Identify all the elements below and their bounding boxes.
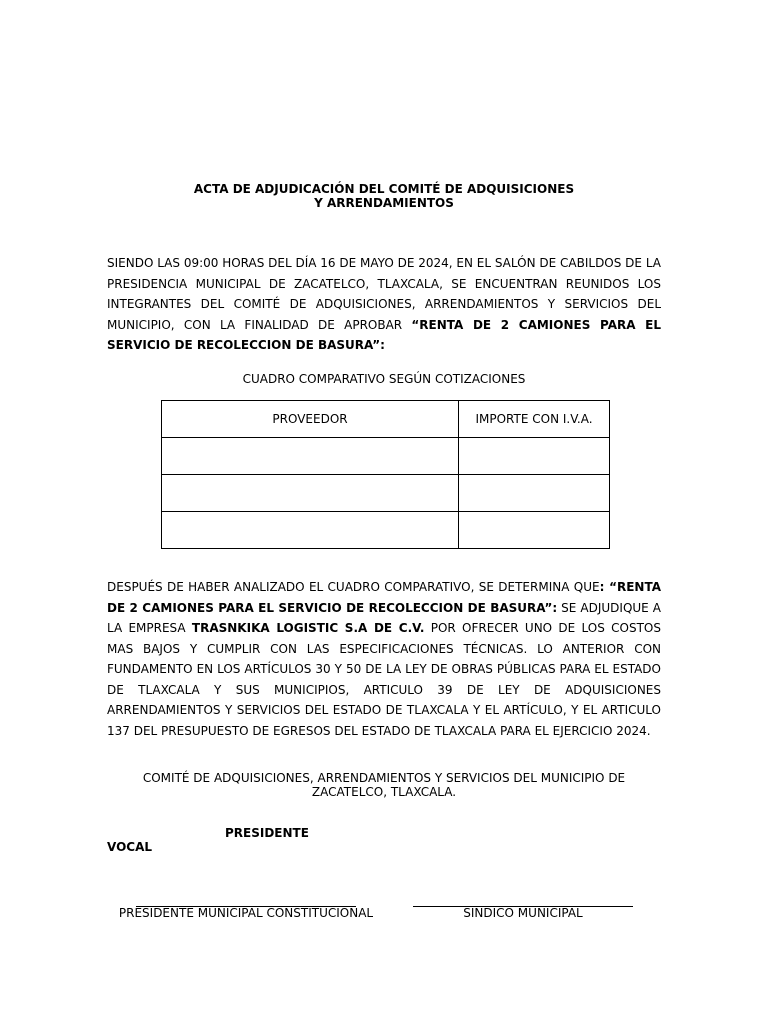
analysis-text-2: SE ADJUDIQUE A LA EMPRESA (107, 600, 661, 635)
intro-paragraph (107, 253, 661, 356)
role-vocal: VOCAL (107, 840, 153, 854)
header-importe: IMPORTE CON I.V.A. (459, 401, 610, 438)
table-header-row (162, 401, 610, 438)
title-line-2: Y ARRENDAMIENTOS (314, 196, 454, 210)
table-cell (162, 438, 459, 475)
signature-label-sindico: SINDICO MUNICIPAL (463, 906, 583, 920)
comparison-table (161, 400, 610, 549)
signature-label-president: PRESIDENTE MUNICIPAL CONSTITUCIONAL (118, 906, 374, 920)
table-row (162, 438, 610, 475)
table-cell (459, 438, 610, 475)
title-line-1: ACTA DE ADJUDICACIÓN DEL COMITÉ DE ADQUISICIONES (193, 182, 575, 196)
table-cell (459, 512, 610, 549)
table-cell (459, 475, 610, 512)
table-cell (162, 512, 459, 549)
role-presidente: PRESIDENTE (225, 826, 309, 840)
analysis-paragraph (107, 577, 661, 741)
table-row (162, 512, 610, 549)
committee-name: COMITÉ DE ADQUISICIONES, ARRENDAMIENTOS Y SERVICIOS DEL MUNICIPIO DE ZACATELCO, TLAXCALA. (142, 771, 626, 799)
company-name: TRASNKIKA LOGISTIC S.A DE C.V. (191, 621, 425, 635)
analysis-text-3: POR OFRECER UNO DE LOS COSTOS MAS BAJOS Y CUMPLIR CON LAS ESPECIFICACIONES TÉCNICAS. LO ANTERIOR CON FUNDAMENTO EN LOS ARTÍCULOS 30 Y 50 DE LA LEY DE OBRAS PÚBLICAS PARA EL ESTADO DE TLAXCALA Y SUS MUNICIPIOS, ARTICULO 39 DE LEY DE ADQUISICIONES ARRENDAMIENTOS Y SERVICIOS DEL ESTADO DE TLAXCALA Y EL ARTÍCULO, Y EL ARTICULO 137 DEL PRESUPUESTO DE EGRESOS DEL ESTADO DE TLAXCALA PARA EL EJERCICIO 2024. (107, 621, 661, 738)
analysis-text-1: DESPUÉS DE HABER ANALIZADO EL CUADRO COMPARATIVO, SE DETERMINA QUE (107, 580, 600, 594)
intro-text: SIENDO LAS 09:00 HORAS DEL DÍA 16 DE MAYO DE 2024, EN EL SALÓN DE CABILDOS DE LA PRESIDENCIA MUNICIPAL DE ZACATELCO, TLAXCALA, SE ENCUENTRAN REUNIDOS LOS INTEGRANTES DEL COMITÉ DE ADQUISICIONES, ARRENDAMIENTOS Y SERVICIOS DEL MUNICIPIO, CON LA FINALIDAD DE APROBAR (107, 256, 661, 332)
header-proveedor: PROVEEDOR (162, 401, 459, 438)
intro-bold-service: “RENTA DE 2 CAMIONES PARA EL SERVICIO DE RECOLECCION DE BASURA”: (107, 317, 661, 352)
table-cell (162, 475, 459, 512)
analysis-bold-service: : “RENTA DE 2 CAMIONES PARA EL SERVICIO DE RECOLECCION DE BASURA”: (107, 580, 661, 615)
table-row (162, 475, 610, 512)
table-caption: CUADRO COMPARATIVO SEGÚN COTIZACIONES (242, 372, 526, 386)
document-title (107, 182, 661, 210)
